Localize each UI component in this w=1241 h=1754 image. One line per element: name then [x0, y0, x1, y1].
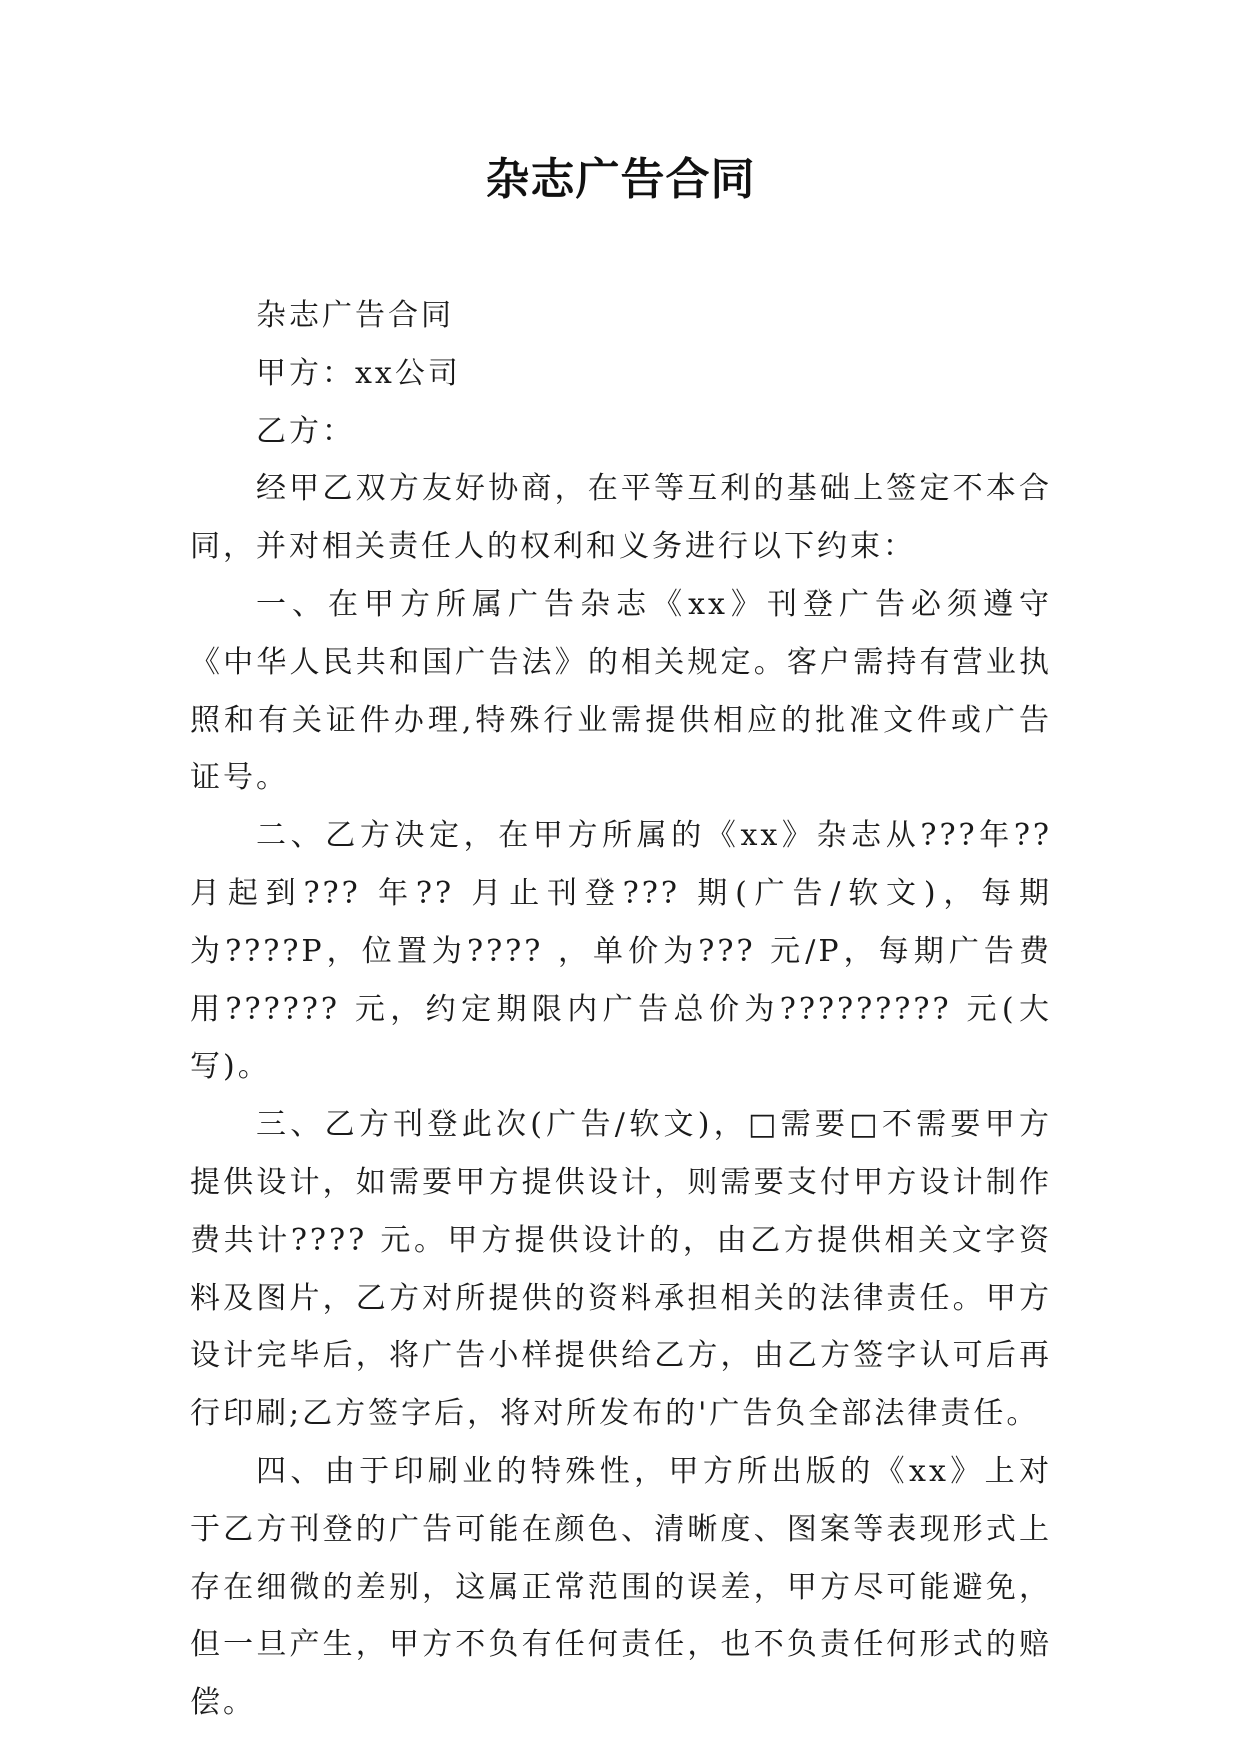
paragraph-party-b: 乙方： [256, 413, 355, 449]
paragraph-clause-3: 三、乙方刊登此次(广告/软文)，□需要□不需要甲方提供设计，如需要甲方提供设计，则需要支付甲方设计制作费共计???? 元。甲方提供设计的，由乙方提供相关文字资料及图片，乙方对所提供的资料承担相关的法律责任。甲方设计完毕后，将广告小样提供给乙方，由乙方签字认可后再行印刷;乙方签字后，将对所发布的'广告负全部法律责任。 [190, 1107, 1052, 1432]
document-title: 杂志广告合同 [485, 154, 756, 205]
paragraph-party-a: 甲方：xx公司 [256, 355, 461, 391]
document-body [190, 287, 1052, 1732]
paragraph-clause-4: 四、由于印刷业的特殊性，甲方所出版的《xx》上对于乙方刊登的广告可能在颜色、清晰度、图案等表现形式上存在细微的差别，这属正常范围的误差，甲方尽可能避免，但一旦产生，甲方不负有任何责任，也不负责任何形式的赔偿。 [190, 1453, 1052, 1721]
paragraph-heading: 杂志广告合同 [256, 298, 454, 333]
paragraph-preamble: 经甲乙双方友好协商，在平等互利的基础上签定不本合同，并对相关责任人的权利和义务进行以下约束： [190, 471, 1052, 565]
paragraph-clause-2: 二、乙方决定，在甲方所属的《xx》杂志从???年?? 月起到??? 年?? 月止刊登??? 期(广告/软文)，每期为????P，位置为???? ，单价为??? 元/P，每期广告费用?????? 元，约定期限内广告总价为????????? 元(大写)。 [190, 818, 1052, 1085]
paragraph-clause-1: 一、在甲方所属广告杂志《xx》刊登广告必须遵守《中华人民共和国广告法》的相关规定。客户需持有营业执照和有关证件办理,特殊行业需提供相应的批准文件或广告证号。 [190, 586, 1052, 796]
